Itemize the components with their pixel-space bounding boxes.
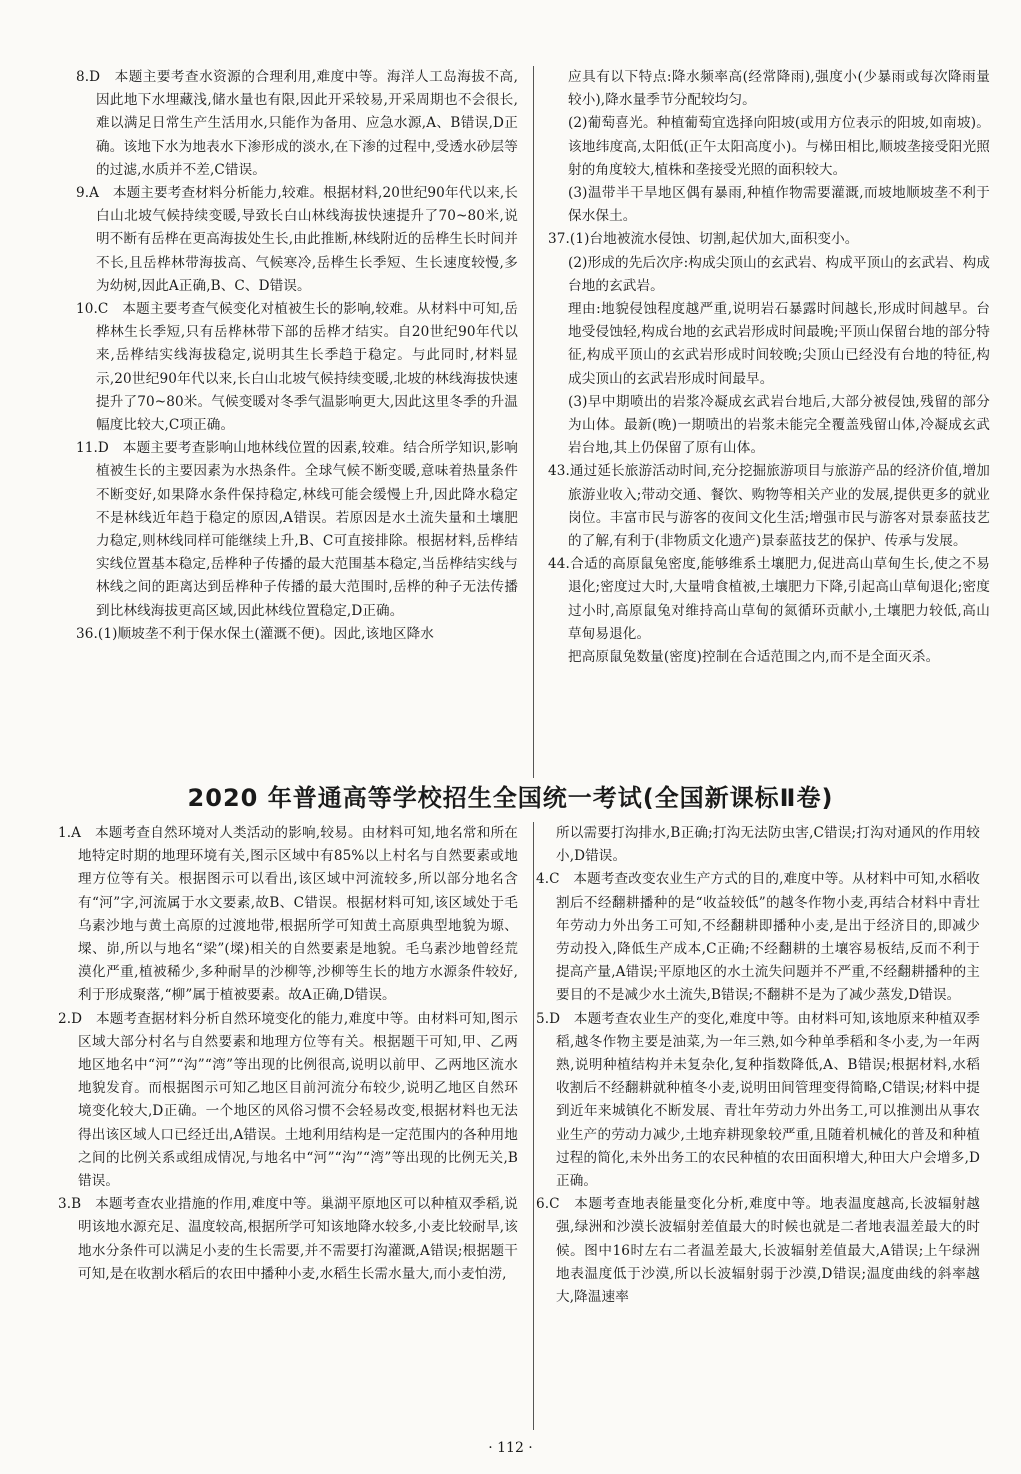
answer-paragraph: (3)早中期喷出的岩浆冷凝成玄武岩台地后,大部分被侵蚀,残留的部分为山体。最新(晚)一期喷出的岩浆未能完全覆盖残留山体,冷凝成玄武岩台地,其上仍保留了原有山体。 (568, 393, 990, 457)
bottom-left-column (58, 822, 518, 1286)
section-title: 2020 年普通高等学校招生全国统一考试(全国新课标Ⅱ卷) (187, 784, 834, 812)
answer-item: 9.A 本题主要考查材料分析能力,较难。根据材料,20世纪90年代以来,长白山北坡气候持续变暖,导致长白山林线海拔快速提升了70~80米,说明不断有岳桦在更高海拔处生长,由此推断,林线附近的岳桦生长时间并不长,且岳桦林带海拔高、气候寒冷,岳桦生长季短、生长速度较慢,多为幼树,因此A正确,B、C、D错误。 (76, 185, 518, 294)
answer-item: 2.D 本题考查据材料分析自然环境变化的能力,难度中等。由材料可知,图示区域大部分村名与自然要素和地理方位等有关。根据题干可知,甲、乙两地区地名中“河”“沟”“湾”等出现的比例很高,说明以前甲、乙两地区流水地貌发育。而根据图示可知乙地区目前河流分布较少,说明乙地区自然环境变化较大,D正确。一个地区的风俗习惯不会轻易改变,根据材料也无法得出该区域人口已经迁出,A错误。土地利用结构是一定范围内的各种用地之间的比例关系或组成情况,与地名中“河”“沟”“湾”等出现的比例无关,B错误。 (58, 1010, 518, 1190)
top-right-column (548, 66, 990, 669)
answer-item: 44.合适的高原鼠兔密度,能够维系土壤肥力,促进高山草甸生长,使之不易退化;密度过大时,大量啃食植被,土壤肥力下降,引起高山草甸退化;密度过小时,高原鼠兔对维持高山草甸的氮循环贡献小,土壤肥力较低,高山草甸易退化。 (548, 556, 990, 642)
top-left-column (76, 66, 518, 646)
answer-item: 6.C 本题考查地表能量变化分析,难度中等。地表温度越高,长波辐射越强,绿洲和沙漠长波辐射差值最大的时候也就是二者地表温差最大的时候。图中16时左右二者温差最大,长波辐射差值最大,A错误;上午绿洲地表温度低于沙漠,所以长波辐射弱于沙漠,D错误;温度曲线的斜率越大,降温速率 (536, 1196, 980, 1306)
answer-paragraph: (2)葡萄喜光。种植葡萄宜选择向阳坡(或用方位表示的阳坡,如南坡)。该地纬度高,太阳低(正午太阳高度小)。与梯田相比,顺坡垄接受阳光照射的角度较大,植株和垄接受光照的面积较大。 (568, 115, 990, 178)
answer-item: 8.D 本题主要考查水资源的合理利用,难度中等。海洋人工岛海拔不高,因此地下水埋藏浅,储水量也有限,因此开采较易,开采周期也不会很长,难以满足日常生产生活用水,只能作为备用、应急水源,A、B错误,D正确。该地下水为地表水下渗形成的淡水,在下渗的过程中,受透水砂层等的过滤,水质并不差,C错误。 (76, 69, 518, 178)
column-divider-top (533, 66, 534, 778)
answer-item: 3.B 本题考查农业措施的作用,难度中等。巢湖平原地区可以种植双季稻,说明该地水源充足、温度较高,根据所学可知该地降水较多,小麦比较耐旱,该地水分条件可以满足小麦的生长需要,并不需要打沟灌溉,A错误;根据题干可知,是在收割水稻后的农田中播种小麦,水稻生长需水量大,而小麦怕涝, (58, 1196, 518, 1282)
answer-paragraph: 所以需要打沟排水,B正确;打沟无法防虫害,C错误;打沟对通风的作用较小,D错误。 (556, 825, 980, 865)
answer-paragraph: 把高原鼠兔数量(密度)控制在合适范围之内,而不是全面灭杀。 (568, 649, 940, 666)
page-number: · 112 · (488, 1440, 533, 1456)
answer-paragraph: (2)形成的先后次序:构成尖顶山的玄武岩、构成平顶山的玄武岩、构成台地的玄武岩。 (568, 254, 990, 294)
answer-item: 4.C 本题考查改变农业生产方式的目的,难度中等。从材料中可知,水稻收割后不经翻耕播种的是“收益较低”的越冬作物小麦,再结合材料中青壮年劳动力外出务工可知,不经翻耕即播种小麦,是出于经济目的,即减少劳动投入,降低生产成本,C正确;不经翻耕的土壤容易板结,反而不利于提高产量,A错误;平原地区的水土流失问题并不严重,不经翻耕播种的主要目的不是减少水土流失,B错误;不翻耕不是为了减少蒸发,D错误。 (536, 871, 980, 1004)
answer-item: 11.D 本题主要考查影响山地林线位置的因素,较难。结合所学知识,影响植被生长的主要因素为水热条件。全球气候不断变暖,意味着热量条件不断变好,如果降水条件保持稳定,林线可能会缓慢上升,因此降水稳定不是林线近年趋于稳定的原因,A错误。若原因是水土流失量和土壤肥力稳定,则林线同样可能继续上升,B、C可直接排除。根据材料,岳桦结实线位置基本稳定,岳桦种子传播的最大范围基本稳定,当岳桦结实线与林线之间的距离达到岳桦种子传播的最大范围时,岳桦的种子无法传播到比林线海拔更高区域,因此林线位置稳定,D正确。 (76, 440, 518, 619)
answer-item: 1.A 本题考查自然环境对人类活动的影响,较易。由材料可知,地名常和所在地特定时期的地理环境有关,图示区域中有85%以上村名与自然要素或地理方位等有关。根据图示可以看出,该区域中河流较多,所以部分地名含有“河”字,河流属于水文要素,故B、C错误。根据材料可知,该区域处于毛乌素沙地与黄土高原的过渡地带,根据所学可知黄土高原典型地貌为塬、墚、峁,所以与地名“梁”(墚)相关的自然要素是地貌。毛乌素沙地曾经荒漠化严重,植被稀少,多种耐旱的沙柳等,沙柳等生长的地方水源条件较好,利于形成聚落,“柳”属于植被要素。故A正确,D错误。 (58, 825, 518, 1004)
answer-paragraph: 理由:地貌侵蚀程度越严重,说明岩石暴露时间越长,形成时间越早。台地受侵蚀轻,构成台地的玄武岩形成时间最晚;平顶山保留台地的部分特征,构成平顶山的玄武岩形成时间较晚;尖顶山已经没有台地的特征,构成尖顶山的玄武岩形成时间最早。 (568, 301, 990, 387)
bottom-right-column (536, 822, 980, 1309)
answer-item: 5.D 本题考查农业生产的变化,难度中等。由材料可知,该地原来种植双季稻,越冬作物主要是油菜,为一年三熟,如今种单季稻和冬小麦,为一年两熟,说明种植结构并未复杂化,复种指数降低,A、B错误;根据材料,水稻收割后不经翻耕就种植冬小麦,说明田间管理变得简略,C错误;材料中提到近年来城镇化不断发展、青壮年劳动力外出务工,可以推测出从事农业生产的劳动力减少,土地弃耕现象较严重,且随着机械化的普及和种植过程的简化,未外出务工的农民种植的农田面积增大,种田大户会增多,D正确。 (536, 1010, 980, 1190)
answer-item: 10.C 本题主要考查气候变化对植被生长的影响,较难。从材料中可知,岳桦林生长季短,只有岳桦林带下部的岳桦才结实。自20世纪90年代以来,岳桦结实线海拔稳定,说明其生长季趋于稳定。与此同时,材料显示,20世纪90年代以来,长白山北坡气候持续变暖,北坡的林线海拔快速提升了70~80米。气候变暖对冬季气温影响更大,因此这里冬季的升温幅度比较大,C项正确。 (76, 301, 518, 434)
column-divider-bottom (533, 822, 534, 1430)
answer-item: 37.(1)台地被流水侵蚀、切割,起伏加大,面积变小。 (548, 231, 859, 248)
answer-item: 36.(1)顺坡垄不利于保水保土(灌溉不便)。因此,该地区降水 (76, 625, 434, 642)
answer-paragraph: (3)温带半干旱地区偶有暴雨,种植作物需要灌溉,而坡地顺坡垄不利于保水保土。 (568, 185, 990, 225)
answer-item: 43.通过延长旅游活动时间,充分挖掘旅游项目与旅游产品的经济价值,增加旅游业收入;带动交通、餐饮、购物等相关产业的发展,提供更多的就业岗位。丰富市民与游客的夜间文化生活;增强市民与游客对景泰蓝技艺的了解,有利于(非物质文化遗产)景泰蓝技艺的保护、传承与发展。 (548, 463, 990, 550)
answer-paragraph: 应具有以下特点:降水频率高(经常降雨),强度小(少暴雨或每次降雨量较小),降水量季节分配较均匀。 (568, 69, 990, 109)
